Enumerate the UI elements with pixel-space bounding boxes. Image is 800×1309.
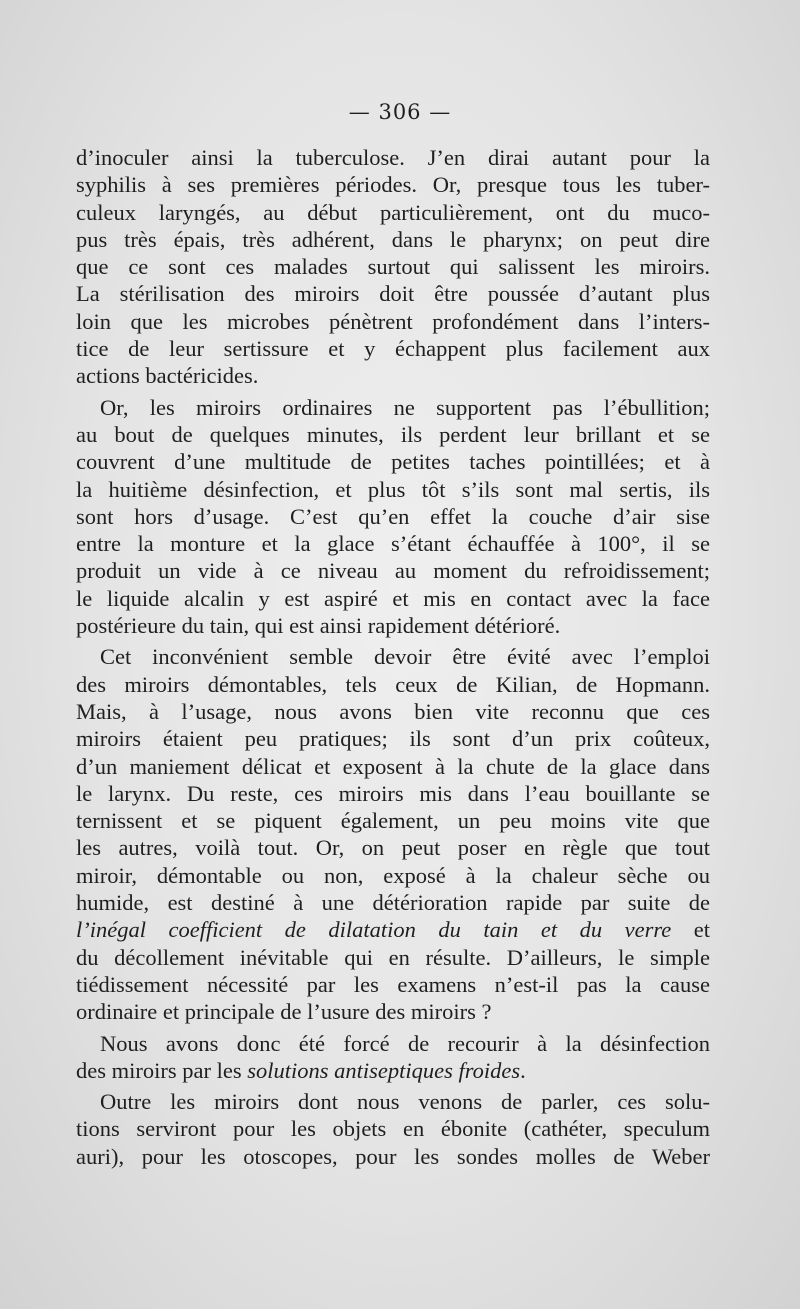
text-line: des miroirs démontables, tels ceux de Kilian, de Hopmann. xyxy=(76,671,710,697)
text-line: le larynx. Du reste, ces miroirs mis dans l’eau bouillante se xyxy=(76,780,710,806)
text-line: auri), pour les otoscopes, pour les sondes molles de Weber xyxy=(76,1143,710,1169)
text-line: humide, est destiné à une détérioration rapide par suite de xyxy=(76,890,710,916)
page-number: — 306 — xyxy=(348,100,452,124)
text-line: la huitième désinfection, et plus tôt s’ils sont mal sertis, ils xyxy=(76,476,710,502)
text-line: que ce sont ces malades surtout qui salissent les miroirs. xyxy=(76,254,710,280)
text-line: tice de leur sertissure et y échappent plus facilement aux xyxy=(76,336,710,362)
text-line: tiédissement nécessité par les examens n’est-il pas la cause xyxy=(76,971,710,997)
text-line: miroirs étaient peu pratiques; ils sont d’un prix coûteux, xyxy=(76,726,710,752)
text-line: couvrent d’une multitude de petites taches pointillées; et à xyxy=(76,449,710,475)
text-fragment: des miroirs par les xyxy=(76,1057,248,1083)
paragraph-1 xyxy=(76,144,710,390)
text-line: Cet inconvénient semble devoir être évité avec l’emploi xyxy=(100,644,710,670)
text-line: produit un vide à ce niveau au moment du refroidissement; xyxy=(76,558,710,584)
text-fragment: . xyxy=(520,1057,526,1083)
text-line: du décollement inévitable qui en résulte. D’ailleurs, le simple xyxy=(76,944,710,970)
text-line: culeux laryngés, au début particulièrement, ont du muco- xyxy=(76,199,710,225)
text-line: loin que les microbes pénètrent profondément dans l’inters- xyxy=(76,308,710,334)
text-line: sont hors d’usage. C’est qu’en effet la couche d’air sise xyxy=(76,503,710,529)
italic-phrase: solutions antiseptiques froides xyxy=(247,1057,521,1083)
text-line: Outre les miroirs dont nous venons de parler, ces solu- xyxy=(100,1089,710,1115)
text-line: ordinaire et principale de l’usure des miroirs ? xyxy=(76,999,492,1025)
text-line: actions bactéricides. xyxy=(76,363,259,389)
text-line-with-italic xyxy=(76,916,710,943)
text-line: Mais, à l’usage, nous avons bien vite reconnu que ces xyxy=(76,698,710,724)
text-line: La stérilisation des miroirs doit être poussée d’autant plus xyxy=(76,281,710,307)
text-line: miroir, démontable ou non, exposé à la chaleur sèche ou xyxy=(76,862,710,888)
paragraph-4 xyxy=(76,1030,710,1085)
italic-phrase: l’inégal coefficient de dilatation du tain et du verre xyxy=(76,917,672,943)
text-line: tions serviront pour les objets en ébonite (cathéter, speculum xyxy=(76,1116,710,1142)
text-line: d’inoculer ainsi la tuberculose. J’en dirai autant pour la xyxy=(76,145,710,170)
text-line: postérieure du tain, qui est ainsi rapidement détérioré. xyxy=(76,613,561,639)
paragraph-2 xyxy=(76,394,710,640)
text-fragment: et xyxy=(671,917,710,943)
text-line: syphilis à ses premières périodes. Or, presque tous les tuber- xyxy=(76,172,710,198)
text-line: d’un maniement délicat et exposent à la chute de la glace dans xyxy=(76,753,710,779)
text-line: pus très épais, très adhérent, dans le pharynx; on peut dire xyxy=(76,226,710,252)
paragraph-5 xyxy=(76,1088,710,1170)
text-line: le liquide alcalin y est aspiré et mis en contact avec la face xyxy=(76,585,710,611)
body-text xyxy=(76,144,710,1174)
text-line: les autres, voilà tout. Or, on peut poser en règle que tout xyxy=(76,835,710,861)
text-line: Nous avons donc été forcé de recourir à la désinfection xyxy=(100,1030,710,1056)
paragraph-3 xyxy=(76,643,710,1025)
text-line: au bout de quelques minutes, ils perdent leur brillant et se xyxy=(76,421,710,447)
text-line: entre la monture et la glace s’étant échauffée à 100°, il se xyxy=(76,531,710,557)
text-line: ternissent et se piquent également, un peu moins vite que xyxy=(76,808,710,834)
text-line: Or, les miroirs ordinaires ne supportent pas l’ébullition; xyxy=(100,394,710,420)
text-line-with-italic xyxy=(76,1057,710,1084)
